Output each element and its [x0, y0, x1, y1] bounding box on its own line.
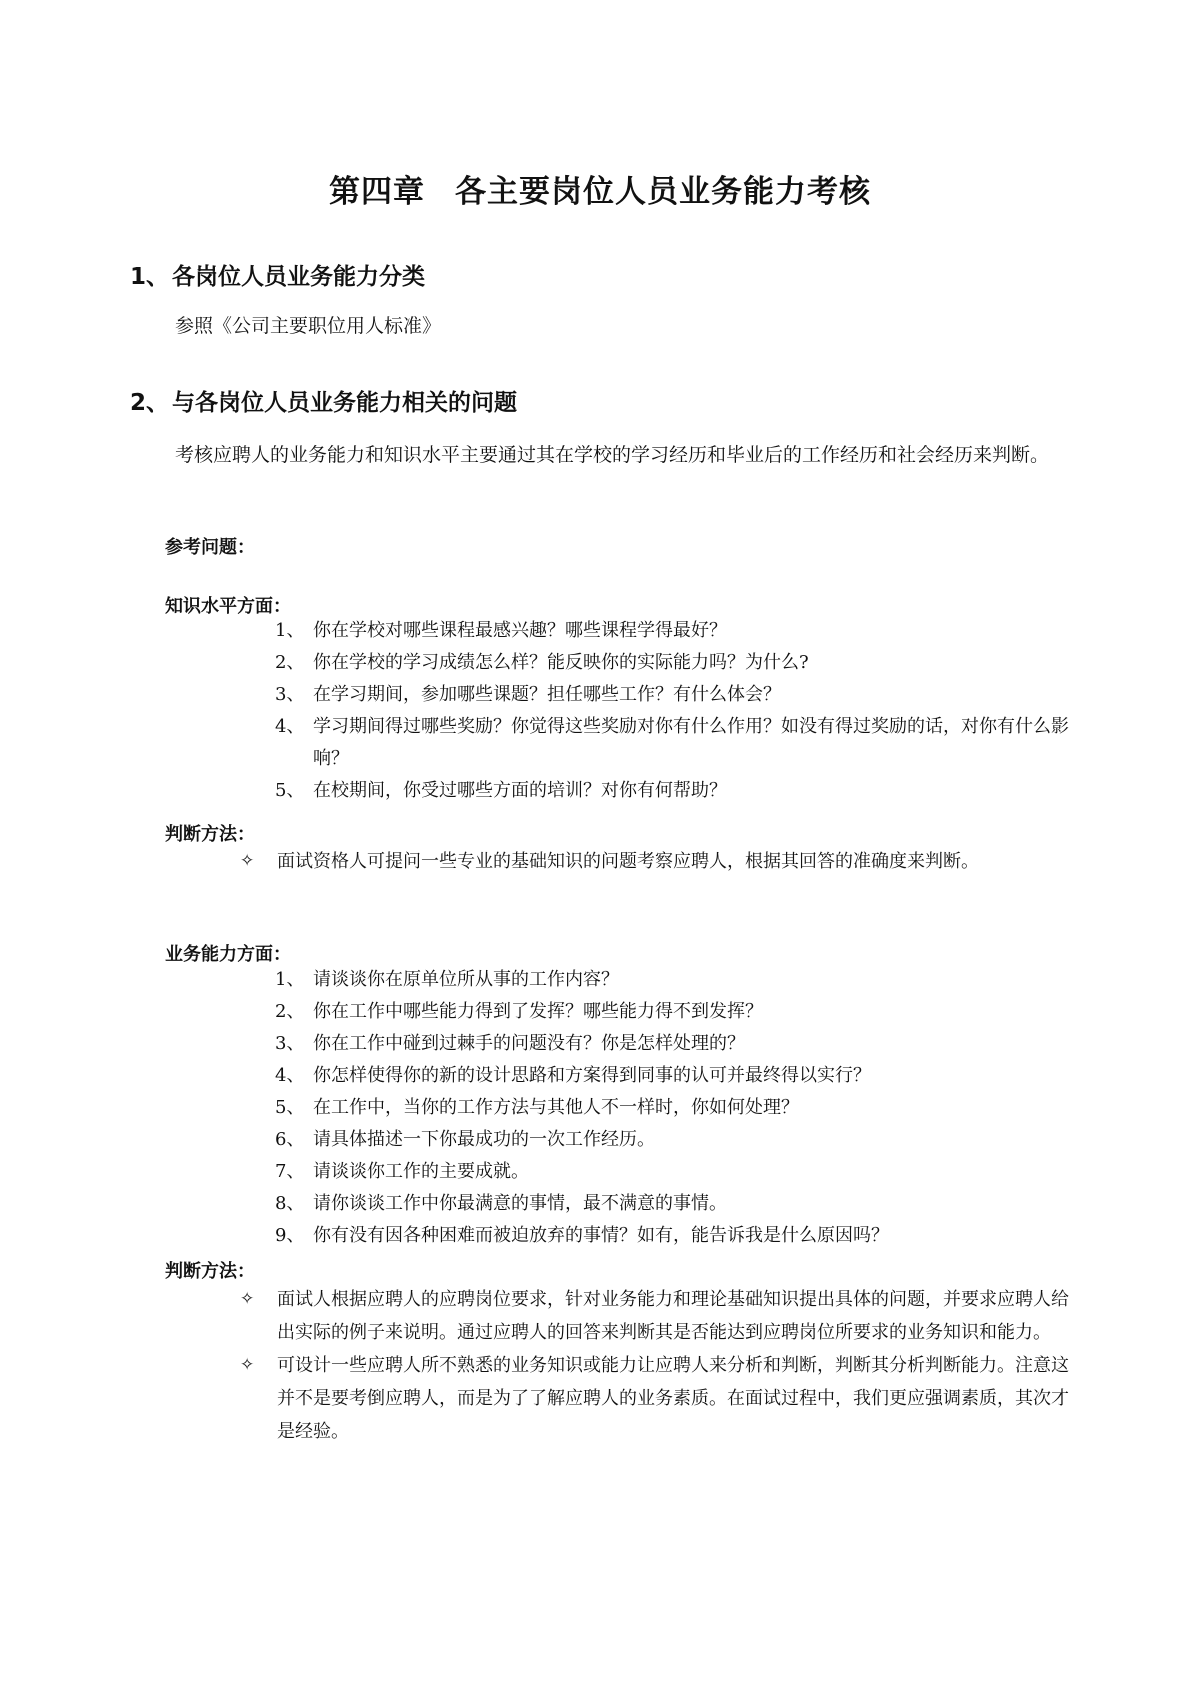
item-number: 2、: [275, 652, 305, 673]
item-text: 在工作中，当你的工作方法与其他人不一样时，你如何处理？: [313, 1097, 799, 1118]
item-text: 在学习期间，参加哪些课题？担任哪些工作？有什么体会？: [313, 684, 781, 705]
list-item: [275, 1028, 1075, 1060]
item-text: 你有没有因各种困难而被迫放弃的事情？如有，能告诉我是什么原因吗？: [313, 1225, 889, 1246]
item-text: 你在学校对哪些课程最感兴趣？哪些课程学得最好？: [313, 620, 727, 641]
item-number: 5、: [275, 1097, 305, 1118]
list-item: [240, 1283, 1075, 1349]
section-1-paragraph: 参照《公司主要职位用人标准》: [175, 315, 442, 337]
item-text: 面试人根据应聘人的应聘岗位要求，针对业务能力和理论基础知识提出具体的问题，并要求应聘人给出实际的例子来说明。通过应聘人的回答来判断其是否能达到应聘岗位所要求的业务知识和能力。: [277, 1289, 1069, 1343]
item-number: 2、: [275, 1001, 305, 1022]
list-item: [275, 711, 1075, 775]
list-item: [275, 1220, 1075, 1252]
list-item: [275, 679, 1075, 711]
list-item: [275, 1092, 1075, 1124]
item-number: 8、: [275, 1193, 305, 1214]
item-text: 请你谈谈工作中你最满意的事情，最不满意的事情。: [313, 1193, 727, 1214]
item-text: 请谈谈你工作的主要成就。: [313, 1161, 529, 1182]
item-text: 学习期间得过哪些奖励？你觉得这些奖励对你有什么作用？如没有得过奖励的话，对你有什么影响？: [313, 716, 1069, 769]
chapter-title: [0, 166, 1200, 211]
list-item: [240, 1349, 1075, 1448]
list-item: [275, 964, 1075, 996]
item-number: 6、: [275, 1129, 305, 1150]
item-number: 9、: [275, 1225, 305, 1246]
item-number: 5、: [275, 780, 305, 801]
list-item: [275, 1060, 1075, 1092]
diamond-bullet-icon: ✧: [240, 851, 255, 871]
reference-questions-label: 参考问题：: [165, 537, 255, 558]
item-number: 3、: [275, 1033, 305, 1054]
section-number: 2、: [130, 390, 170, 416]
section-heading-1: [130, 258, 425, 291]
item-number: 7、: [275, 1161, 305, 1182]
item-text: 可设计一些应聘人所不熟悉的业务知识或能力让应聘人来分析和判断，判断其分析判断能力。注意这并不是要考倒应聘人，而是为了了解应聘人的业务素质。在面试过程中，我们更应强调素质，其次才是经验。: [277, 1355, 1069, 1442]
list-item: [275, 615, 1075, 647]
item-text: 你在学校的学习成绩怎么样？能反映你的实际能力吗？为什么?: [313, 652, 809, 673]
item-number: 3、: [275, 684, 305, 705]
list-item: [275, 775, 1075, 807]
business-method-label: 判断方法：: [165, 1261, 255, 1282]
section-heading-2: [130, 384, 517, 417]
business-method-list: [240, 1283, 1075, 1448]
item-text: 面试资格人可提问一些专业的基础知识的问题考察应聘人，根据其回答的准确度来判断。: [277, 851, 979, 872]
item-number: 4、: [275, 716, 305, 737]
item-number: 1、: [275, 969, 305, 990]
item-text: 你在工作中哪些能力得到了发挥？哪些能力得不到发挥？: [313, 1001, 763, 1022]
list-item: [275, 1188, 1075, 1220]
item-text: 请谈谈你在原单位所从事的工作内容？: [313, 969, 619, 990]
section-2-paragraph: 考核应聘人的业务能力和知识水平主要通过其在学校的学习经历和毕业后的工作经历和社会经历来判断。: [175, 444, 1050, 466]
diamond-bullet-icon: ✧: [240, 1289, 255, 1309]
chapter-title-text: 各主要岗位人员业务能力考核: [455, 174, 871, 210]
list-item: [275, 1156, 1075, 1188]
knowledge-label: 知识水平方面：: [165, 596, 291, 617]
list-item: [275, 1124, 1075, 1156]
item-number: 1、: [275, 620, 305, 641]
chapter-number: 第四章: [329, 174, 425, 210]
business-question-list: [275, 964, 1075, 1252]
item-number: 4、: [275, 1065, 305, 1086]
item-text: 你在工作中碰到过棘手的问题没有？你是怎样处理的？: [313, 1033, 745, 1054]
item-text: 你怎样使得你的新的设计思路和方案得到同事的认可并最终得以实行？: [313, 1065, 871, 1086]
section-title: 与各岗位人员业务能力相关的问题: [172, 390, 517, 416]
knowledge-question-list: [275, 615, 1075, 807]
item-text: 请具体描述一下你最成功的一次工作经历。: [313, 1129, 655, 1150]
list-item: [240, 845, 1075, 878]
knowledge-method-label: 判断方法：: [165, 824, 255, 845]
diamond-bullet-icon: ✧: [240, 1355, 255, 1375]
section-title: 各岗位人员业务能力分类: [172, 264, 425, 290]
section-number: 1、: [130, 264, 170, 290]
business-label: 业务能力方面：: [165, 944, 291, 965]
list-item: [275, 996, 1075, 1028]
list-item: [275, 647, 1075, 679]
item-text: 在校期间，你受过哪些方面的培训？对你有何帮助？: [313, 780, 727, 801]
knowledge-method-list: [240, 845, 1075, 878]
